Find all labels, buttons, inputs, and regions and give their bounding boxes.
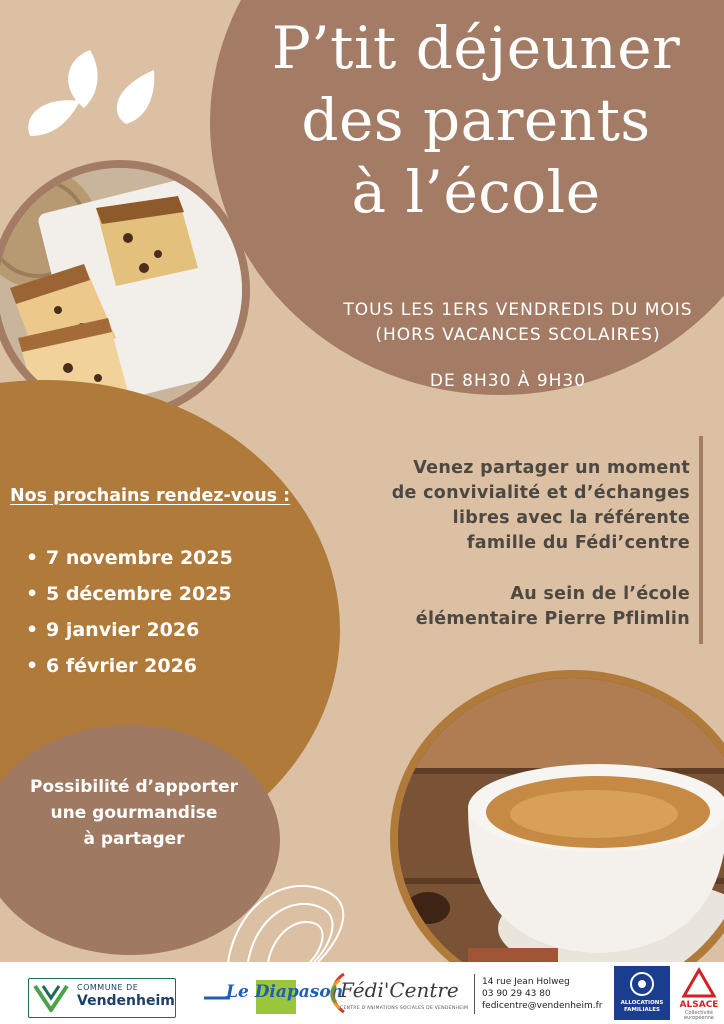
gift-line-2: une gourmandise [50, 803, 218, 823]
diapason-logo [200, 968, 344, 1020]
contact-address: 14 rue Jean Holweg [482, 977, 570, 987]
list-item: • 7 novembre 2025 [26, 540, 233, 576]
gift-line-3: à partager [83, 829, 185, 849]
alsace-logo [676, 966, 722, 1020]
fedicentre-name: Fédi'Centre [340, 978, 459, 1002]
contact-email[interactable]: fedicentre@vendenheim.fr [482, 1001, 603, 1011]
invite-line-2: de convivialité et d’échanges [391, 483, 690, 503]
splash-drops-icon [22, 46, 172, 146]
commune-label: COMMUNE DE [77, 983, 139, 992]
page-title [236, 12, 716, 228]
divider [474, 974, 475, 1014]
coffee-cup-photo [390, 670, 724, 1006]
title-line-1: P’tit déjeuner [271, 14, 681, 82]
invite-text [392, 456, 690, 632]
footer-logos [0, 962, 724, 1024]
list-item: • 6 février 2026 [26, 648, 233, 684]
title-line-2: des parents [301, 86, 651, 154]
alsace-sub-2: européenne [684, 1015, 714, 1021]
schedule-line-1: TOUS LES 1ERS VENDREDIS DU MOIS [343, 300, 693, 320]
cake-illustration [0, 168, 242, 412]
contact-phone: 03 90 29 43 80 [482, 989, 551, 999]
alsace-emblem-icon [676, 966, 722, 1000]
schedule-line-2: (HORS VACANCES SCOLAIRES) [375, 325, 661, 345]
invite-line-3: libres avec la référente [452, 508, 690, 528]
hours-text: DE 8H30 À 9H30 [429, 371, 587, 391]
gift-line-1: Possibilité d’apporter [30, 777, 238, 797]
location-line-2: élémentaire Pierre Pflimlin [415, 609, 690, 629]
list-item: • 5 décembre 2025 [26, 576, 233, 612]
vertical-rule [699, 436, 703, 644]
caf-emblem-icon [614, 966, 670, 1000]
invite-line-1: Venez partager un moment [413, 458, 690, 478]
fedicentre-logo [318, 968, 478, 1020]
title-line-3: à l’école [351, 158, 601, 226]
vendenheim-logo [28, 978, 176, 1018]
alsace-subtitle [676, 1011, 722, 1021]
vendenheim-v-icon [33, 984, 69, 1012]
alsace-label: ALSACE [679, 1000, 719, 1010]
dates-heading: Nos prochains rendez-vous : [10, 486, 291, 506]
contact-block [482, 976, 602, 1012]
list-item: • 9 janvier 2026 [26, 612, 233, 648]
caf-line-2: FAMILIALES [624, 1007, 660, 1013]
dates-list [26, 540, 233, 684]
alsace-sub-1: Collectivité [685, 1010, 713, 1016]
caf-logo [614, 966, 670, 1020]
diapason-name: Le Diapason [226, 982, 344, 1002]
invite-line-4: famille du Fédi’centre [466, 533, 690, 553]
fedicentre-subtitle: CENTRE D'ANIMATIONS SOCIALES DE VENDENHEIM [340, 1006, 469, 1011]
gift-text [14, 774, 254, 852]
contour-lines-icon [218, 862, 368, 962]
commune-name: Vendenheim [77, 993, 175, 1009]
schedule-text [318, 298, 718, 348]
location-paragraph [392, 582, 690, 632]
location-line-1: Au sein de l’école [510, 584, 690, 604]
invite-paragraph [392, 456, 690, 556]
caf-line-1: ALLOCATIONS [620, 1000, 664, 1006]
caf-label [614, 1000, 670, 1014]
coffee-illustration [398, 678, 724, 998]
